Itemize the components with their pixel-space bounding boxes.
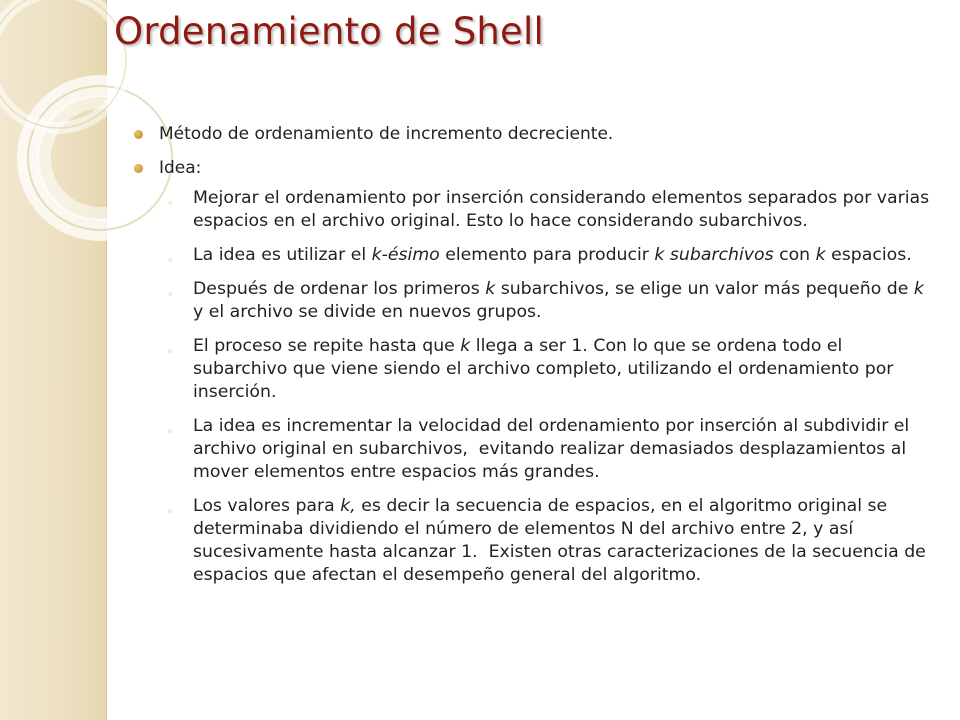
- sub-bullet-list: [159, 187, 934, 587]
- sub-bullet-text: La idea es incrementar la velocidad del ordenamiento por inserción al subdividir el archivo original en subarchivos, evitando realizar demasiados desplazamientos al mover elementos entre espacios más grandes.: [193, 416, 915, 482]
- slide-title: Ordenamiento de Shell: [114, 10, 544, 53]
- ring-bullet-icon: ◦: [167, 505, 174, 518]
- sub-bullet-text: El proceso se repite hasta que k llega a ser 1. Con lo que se ordena todo el subarchivo que viene siendo el archivo completo, utilizando el ordenamiento por inserción.: [193, 336, 899, 402]
- sub-bullet-item: [162, 335, 934, 404]
- bullet-text: Método de ordenamiento de incremento decreciente.: [159, 124, 614, 144]
- ring-bullet-icon: ◦: [167, 197, 174, 210]
- bullet-list: [134, 123, 934, 587]
- sub-bullet-item: [162, 187, 934, 233]
- ring-bullet-icon: ◦: [167, 288, 174, 301]
- sub-bullet-text: Después de ordenar los primeros k subarchivos, se elige un valor más pequeño de k y el archivo se divide en nuevos grupos.: [193, 279, 930, 322]
- ring-bullet-icon: ◦: [167, 345, 174, 358]
- bullet-text: Idea:: [159, 158, 202, 178]
- sub-bullet-text: Los valores para k, es decir la secuencia de espacios, en el algoritmo original se determinaba dividiendo el número de elementos N del archivo entre 2, y así sucesivamente hasta alcanzar 1. Existen otras caracterizaciones de la secuencia de espacios que afectan el desempeño general del algoritmo.: [193, 496, 932, 585]
- bullet-dot-icon: [134, 130, 143, 139]
- bullet-item: [134, 157, 934, 587]
- ring-bullet-icon: ◦: [167, 254, 174, 267]
- sub-bullet-text: Mejorar el ordenamiento por inserción considerando elementos separados por varias espacios en el archivo original. Esto lo hace considerando subarchivos.: [193, 188, 935, 231]
- sub-bullet-text: La idea es utilizar el k-ésimo elemento para producir k subarchivos con k espacios.: [193, 245, 912, 265]
- sub-bullet-item: [162, 244, 934, 267]
- sub-bullet-item: [162, 415, 934, 484]
- slide-content: [134, 123, 934, 599]
- bullet-dot-icon: [134, 164, 143, 173]
- sub-bullet-item: [162, 278, 934, 324]
- ring-bullet-icon: ◦: [167, 425, 174, 438]
- sub-bullet-item: [162, 495, 934, 587]
- bullet-item: [134, 123, 934, 145]
